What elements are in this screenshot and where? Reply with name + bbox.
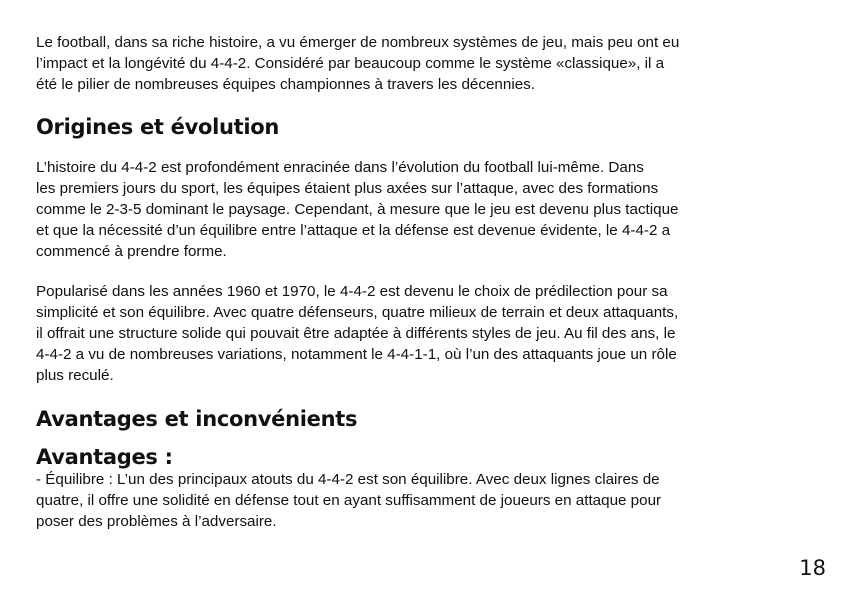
origins-paragraph-1: L’histoire du 4-4-2 est profondément enracinée dans l’évolution du football lui-même. Dans les premiers jours du sport, les équipes étaient plus axées sur l’attaque, avec des formations comme le 2-3-5 dominant le paysage. Cependant, à mesure que le jeu est devenu plus tactique et que la nécessité d’un équilibre entre l’attaque et la défense est devenue évidente, le 4-4-2 a commencé à prendre forme. [36, 159, 679, 260]
advantage-item-balance: - Équilibre : L’un des principaux atouts du 4-4-2 est son équilibre. Avec deux lignes claires de quatre, il offre une solidité en défense tout en ayant suffisamment de joueurs en attaque pour poser des problèmes à l’adversaire. [36, 471, 662, 530]
intro-paragraph: Le football, dans sa riche histoire, a vu émerger de nombreux systèmes de jeu, mais peu ont eu l’impact et la longévité du 4-4-2. Considéré par beaucoup comme le système «classique», il a été le pilier de nombreuses équipes championnes à travers les décennies. [36, 34, 680, 93]
heading-pros-cons: Avantages et inconvénients [36, 407, 358, 431]
page-content [36, 32, 806, 532]
heading-advantages: Avantages : [36, 445, 173, 469]
heading-origins: Origines et évolution [36, 115, 280, 139]
origins-paragraph-2: Popularisé dans les années 1960 et 1970, le 4-4-2 est devenu le choix de prédilection pour sa simplicité et son équilibre. Avec quatre défenseurs, quatre milieux de terrain et deux attaquants, il offrait une structure solide qui pouvait être adaptée à différents styles de jeu. Au fil des ans, le 4-4-2 a vu de nombreuses variations, notamment le 4-4-1-1, où l’un des attaquants joue un rôle plus reculé. [36, 283, 679, 384]
page-number: 18 [799, 556, 826, 580]
